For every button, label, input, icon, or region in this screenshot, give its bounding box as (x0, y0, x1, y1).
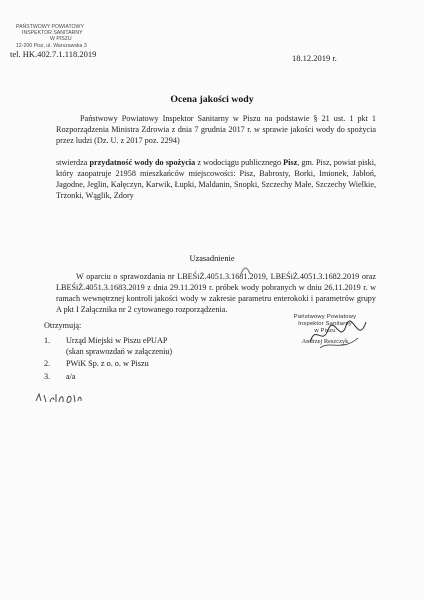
recipients-label: Otrzymują: (44, 321, 82, 330)
stamp-line: W PISZU (50, 36, 72, 43)
list-item (44, 336, 264, 357)
signature-title: Inspektor Sanitarny (298, 321, 352, 327)
justification-heading: Uzasadnienie (189, 254, 235, 263)
document-title: Ocena jakości wody (170, 94, 254, 105)
list-item-text: Urząd Miejski w Piszu ePUAP (66, 336, 168, 345)
list-item-text: PWiK Sp. z o. o. w Piszu (66, 359, 149, 369)
list-item-text: a/a (66, 371, 76, 381)
signature-title: w Piszu (314, 328, 336, 334)
statement-town: Pisz (283, 158, 298, 167)
handwritten-date (34, 391, 84, 405)
handwritten-signature (306, 316, 370, 354)
stamp-line: PAŃSTWOWY POWIATOWY (16, 24, 84, 30)
statement-rest: , gm. Pisz, powiat piski, który zaopatruje 21958 mieszkańców miejscowości: Pisz, Babrosty, Borki, Imionek, Jabłoń, Jagodne, Jeglin, Kałęczyn, Karwik, Łupki, Maldanin, Snopki, Szczechy Małe, Szczechy Wielkie, Trzonki, Wąglik, Zdory (56, 158, 377, 200)
list-item (44, 359, 264, 370)
pen-mark-icon (238, 262, 254, 278)
list-item-number: 3. (44, 371, 51, 381)
intro-paragraph: Państwowy Powiatowy Inspektor Sanitarny w Piszu na podstawie § 21 ust. 1 pkt 1 Rozporządzenia Ministra Zdrowia z dnia 7 grudnia 2017 r. w sprawie jakości wody do spożycia przez ludzi (Dz. U. z 2017 poz. 2294) (56, 114, 376, 145)
stamp-line: INSPEKTOR SANITARNY (22, 30, 83, 37)
list-item-text: (skan sprawozdań w załączeniu) (66, 346, 173, 356)
statement-paragraph (56, 158, 376, 202)
list-item (44, 372, 264, 383)
statement-middle: z wodociągu publicznego (197, 158, 282, 167)
office-stamp (10, 24, 138, 59)
document-date: 18.12.2019 r. (292, 53, 337, 63)
signature-title: Państwowy Powiatowy (293, 314, 357, 320)
recipients-list (44, 336, 264, 384)
statement-bold: przydatność wody do spożycia (89, 158, 196, 167)
list-item-number: 1. (44, 336, 51, 345)
signatory-name: Andrzej Reszczyk (301, 338, 349, 345)
case-reference: tel. HK.402.7.1.118.2019 (10, 49, 97, 59)
justification-paragraph: W oparciu o sprawozdania nr LBEŚiŻ.4051.3.1681.2019, LBEŚiŻ.4051.3.1682.2019 oraz LBEŚiŻ.4051.3.1683.2019 z dnia 29.11.2019 r. próbek wody pobranych w dniu 26.11.2019 r. w ramach wewnętrznej kontroli jakości wody w zakresie parametru enterokoki i parametrów grupy A pkt I Załącznika nr 2 cytowanego rozporządzenia. (56, 272, 376, 314)
list-item-number: 2. (44, 359, 51, 369)
stamp-line: 12-200 Pisz, ul. Warszawska 3 (16, 42, 87, 49)
statement-lead: stwierdza (56, 158, 88, 167)
